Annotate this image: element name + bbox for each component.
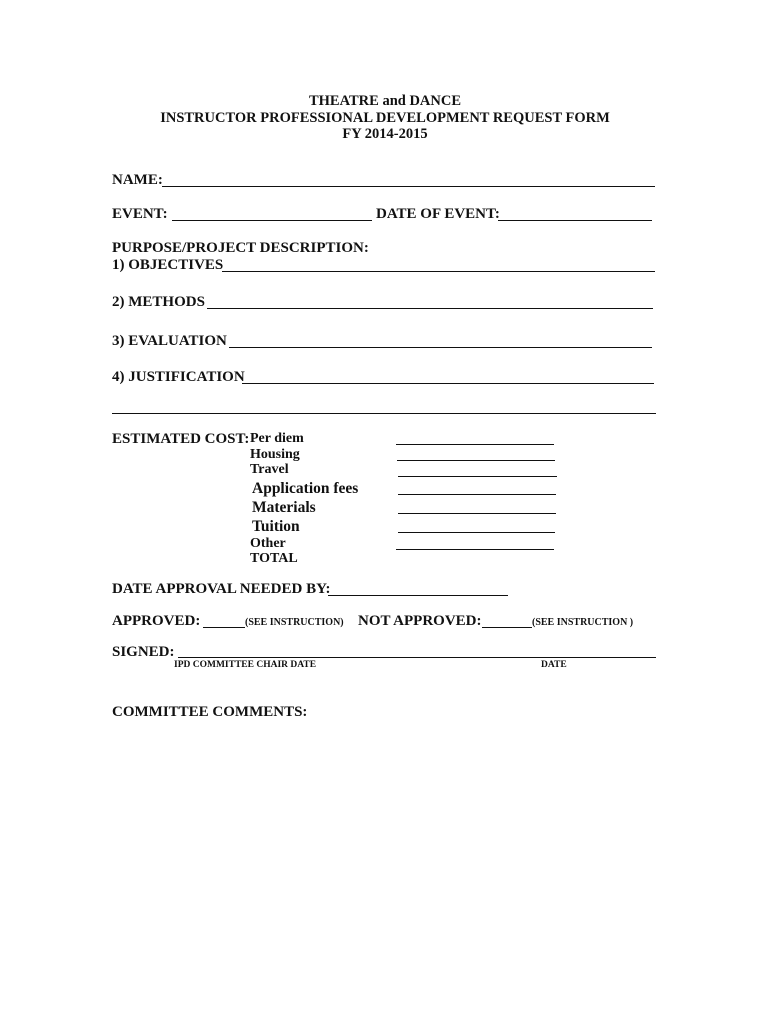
form-subtitle: INSTRUCTOR PROFESSIONAL DEVELOPMENT REQUEST FORM: [160, 110, 610, 126]
chair-caption: IPD COMMITTEE CHAIR DATE: [174, 660, 317, 670]
cost-item-application-fees: Application fees: [252, 480, 359, 497]
cost-item-housing: Housing: [250, 447, 300, 462]
approved-field[interactable]: [203, 627, 245, 628]
cost-field-materials[interactable]: [398, 513, 556, 514]
committee-comments-label: COMMITTEE COMMENTS:: [112, 704, 308, 720]
cost-field-application-fees[interactable]: [398, 494, 556, 495]
cost-item-tuition: Tuition: [252, 518, 300, 535]
purpose-label: PURPOSE/PROJECT DESCRIPTION:: [112, 240, 369, 256]
cost-item-materials: Materials: [252, 499, 316, 516]
signed-label: SIGNED:: [112, 644, 175, 660]
cost-item-travel: Travel: [250, 462, 289, 477]
signature-field[interactable]: [178, 657, 656, 658]
form-title: THEATRE and DANCE: [308, 93, 462, 109]
methods-field[interactable]: [207, 308, 653, 309]
event-field[interactable]: [172, 220, 372, 221]
cost-field-tuition[interactable]: [398, 532, 555, 533]
approved-note: (SEE INSTRUCTION): [245, 617, 344, 628]
evaluation-field[interactable]: [229, 347, 652, 348]
date-of-event-field[interactable]: [498, 220, 652, 221]
methods-label: 2) METHODS: [112, 294, 205, 310]
cost-field-per-diem[interactable]: [396, 444, 554, 445]
cost-field-travel[interactable]: [398, 476, 557, 477]
justification-field[interactable]: [242, 383, 654, 384]
fiscal-year: FY 2014-2015: [342, 126, 428, 142]
date-approval-field[interactable]: [328, 595, 508, 596]
objectives-field[interactable]: [222, 271, 655, 272]
extra-line-field[interactable]: [112, 413, 656, 414]
justification-label: 4) JUSTIFICATION: [112, 369, 245, 385]
cost-field-other[interactable]: [396, 549, 554, 550]
name-field[interactable]: [162, 186, 655, 187]
cost-item-other: Other: [250, 536, 286, 551]
event-label: EVENT:: [112, 206, 168, 222]
name-label: NAME:: [112, 172, 163, 188]
objectives-label: 1) OBJECTIVES: [112, 257, 224, 273]
evaluation-label: 3) EVALUATION: [112, 333, 227, 349]
cost-item-per-diem: Per diem: [250, 431, 304, 446]
not-approved-label: NOT APPROVED:: [358, 613, 482, 629]
not-approved-note: (SEE INSTRUCTION ): [532, 617, 634, 628]
date-of-event-label: DATE OF EVENT:: [376, 206, 500, 222]
cost-field-housing[interactable]: [397, 460, 555, 461]
not-approved-field[interactable]: [482, 627, 532, 628]
approved-label: APPROVED:: [112, 613, 201, 629]
date-approval-label: DATE APPROVAL NEEDED BY:: [112, 581, 331, 597]
estimated-cost-label: ESTIMATED COST:: [112, 431, 250, 447]
cost-item-total: TOTAL: [250, 551, 298, 566]
date-caption: DATE: [541, 660, 567, 670]
